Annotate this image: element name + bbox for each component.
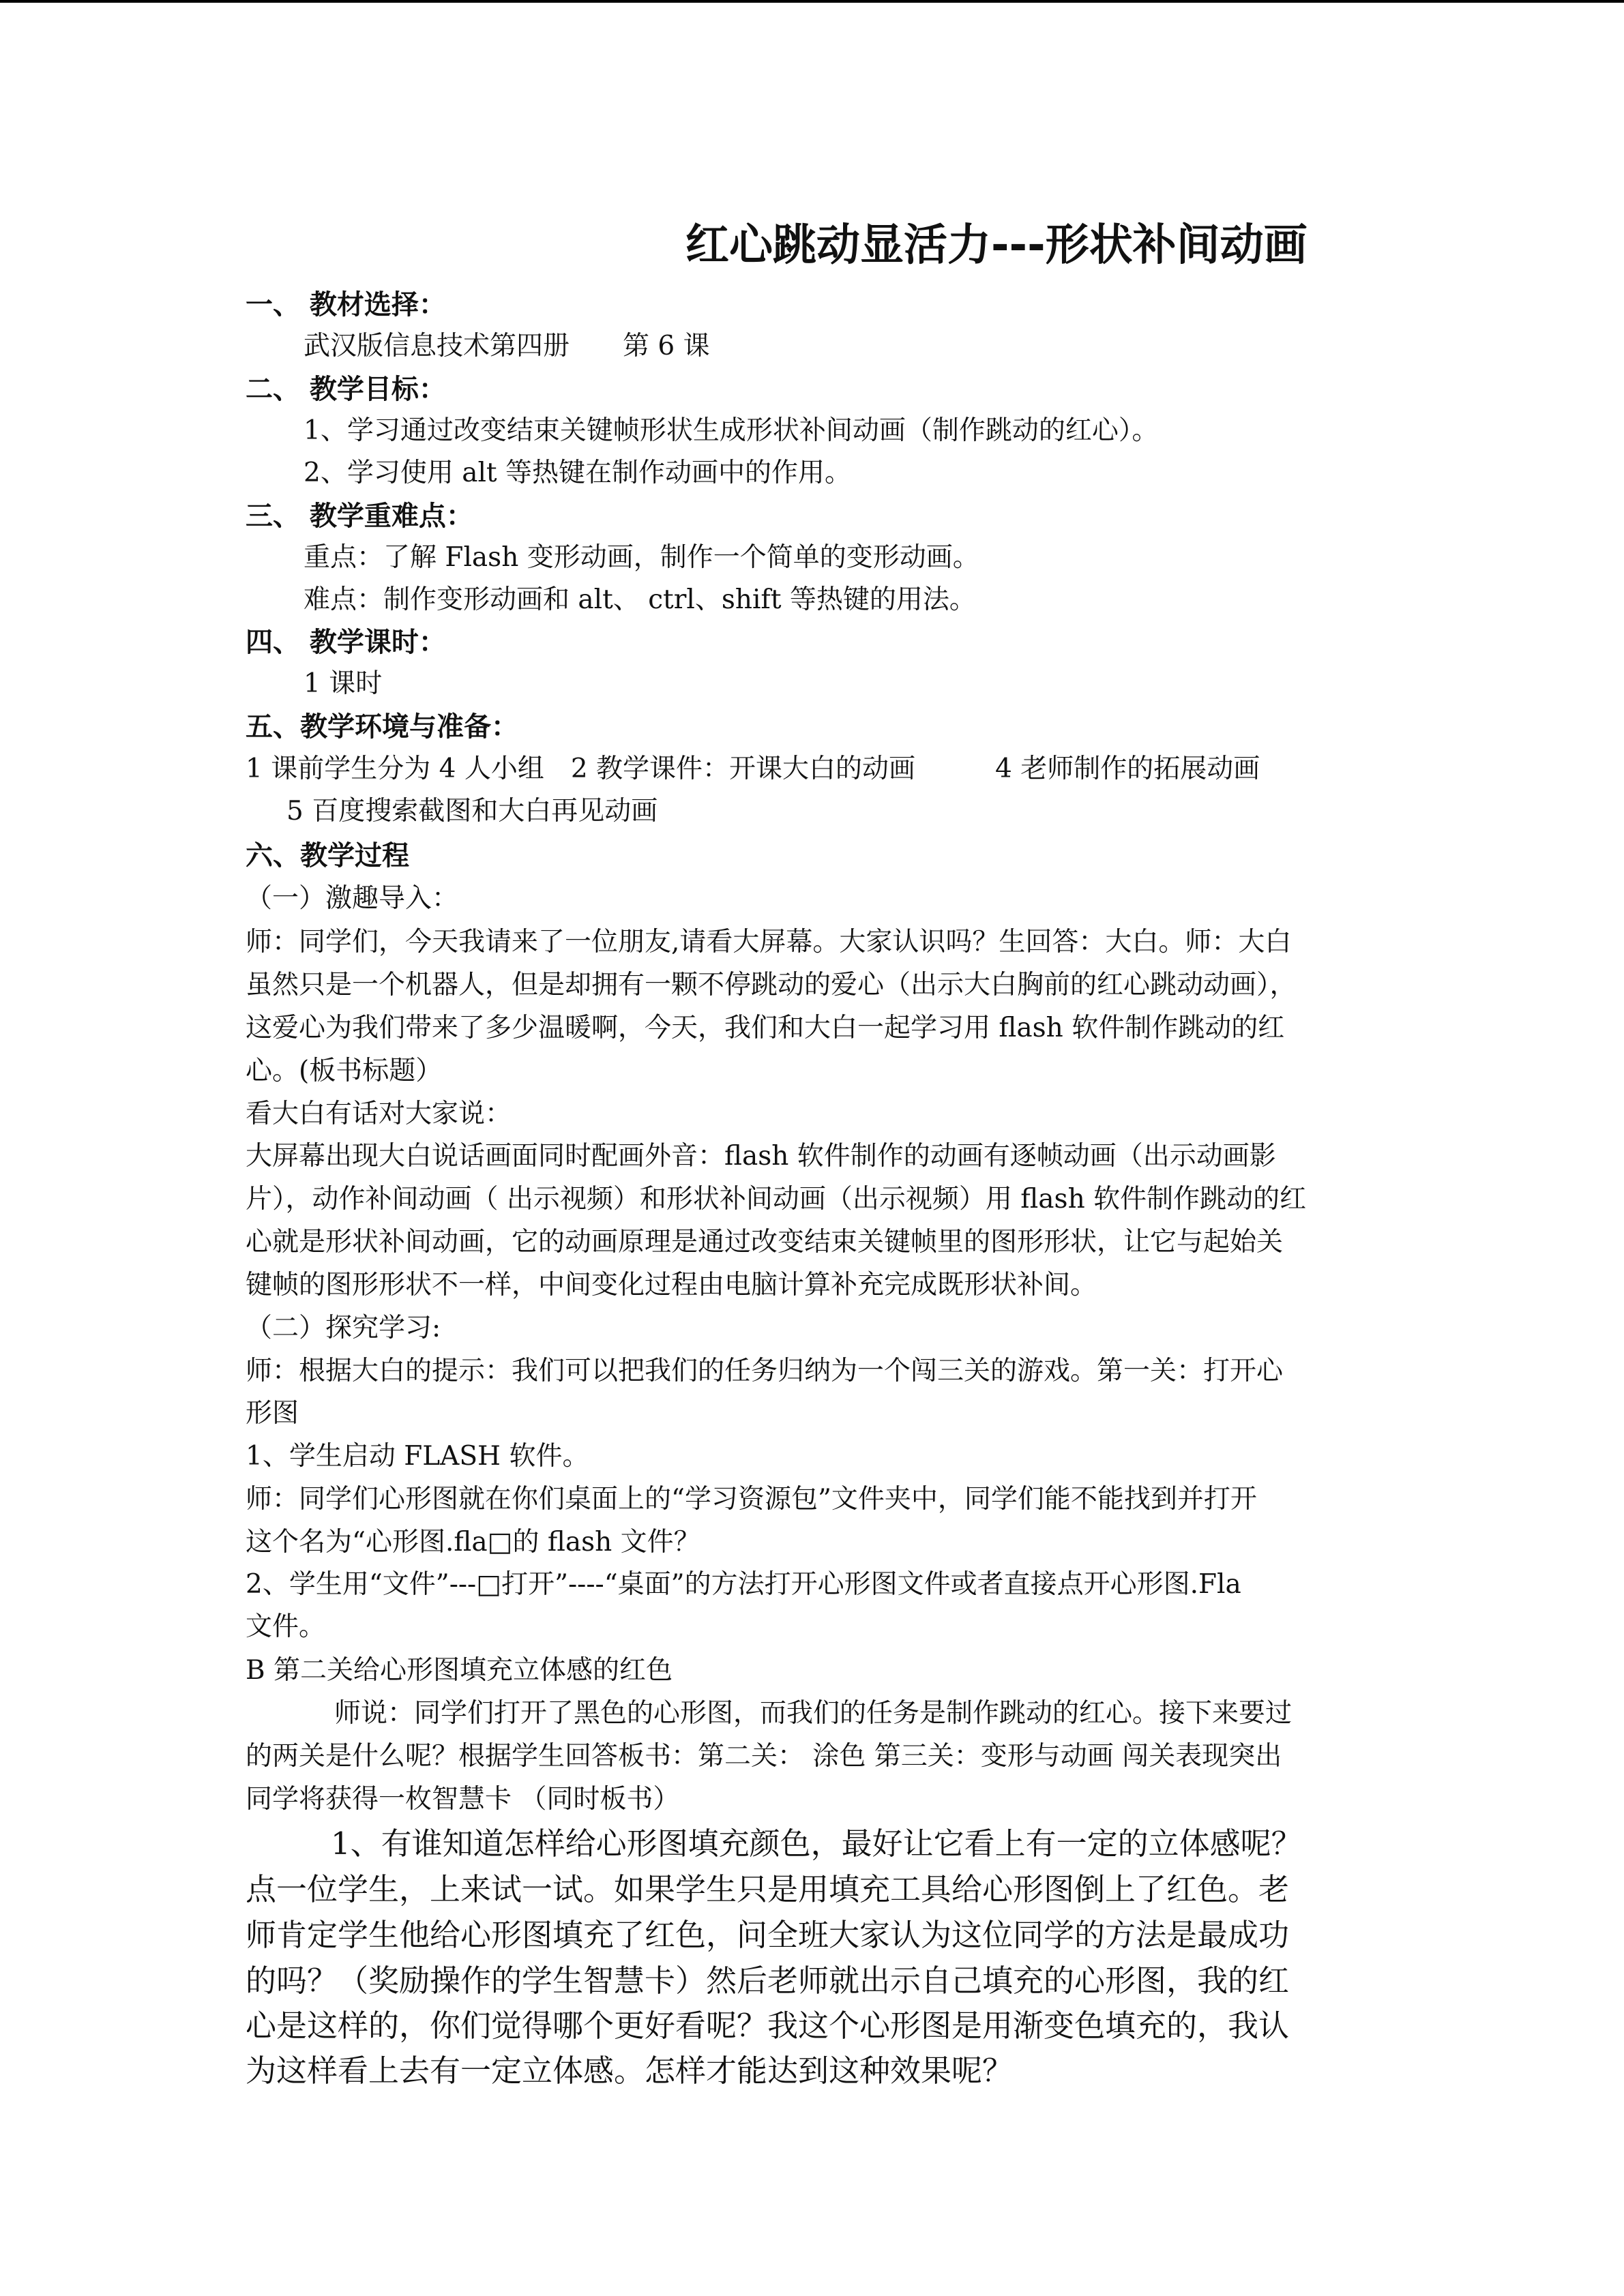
body-line: 同学将获得一枚智慧卡 （同时板书） [246, 1784, 680, 1815]
body-line-large: 点一位学生，上来试一试。如果学生只是用填充工具给心形图倒上了红色。老 [246, 1871, 1290, 1907]
body-line: 看大白有话对大家说： [246, 1099, 512, 1129]
section-heading-periods: 四、 教学课时： [246, 627, 446, 658]
periods-text: 1 课时 [304, 668, 383, 699]
section-heading-environment: 五、教学环境与准备： [246, 711, 518, 743]
environment-line-2: 5 百度搜索截图和大白再见动画 [286, 796, 658, 826]
section-heading-objectives: 二、 教学目标： [246, 374, 446, 405]
body-line: （一）激趣导入： [246, 883, 459, 914]
body-line-large: 1、有谁知道怎样给心形图填充颜色，最好让它看上有一定的立体感呢？ [331, 1825, 1302, 1862]
section-heading-process: 六、教学过程 [246, 840, 409, 871]
body-line: （二）探究学习: [246, 1313, 441, 1343]
body-line: 虽然只是一个机器人，但是却拥有一颗不停跳动的爱心（出示大白胸前的红心跳动动画）， [246, 970, 1297, 1000]
objective-item-1: 1、学习通过改变结束关键帧形状生成形状补间动画（制作跳动的红心）。 [304, 415, 1159, 446]
body-line-large: 师肯定学生他给心形图填充了红色，问全班大家认为这位同学的方法是最成功 [246, 1917, 1290, 1953]
body-line: 2、学生用“文件”---□打开”----“桌面”的方法打开心形图文件或者直接点开心形图.Fla [246, 1569, 1241, 1600]
difficult-point-text: 难点：制作变形动画和 alt、 ctrl、shift 等热键的用法。 [304, 584, 976, 615]
body-line: 1、学生启动 FLASH 软件。 [246, 1441, 589, 1472]
body-line: 大屏幕出现大白说话画面同时配画外音：flash 软件制作的动画有逐帧动画（出示动画影 [246, 1141, 1276, 1172]
body-line: 这个名为“心形图.fla□的 flash 文件？ [246, 1527, 700, 1557]
body-line: B 第二关给心形图填充立体感的红色 [246, 1655, 673, 1686]
body-line: 师：根据大白的提示：我们可以把我们的任务归纳为一个闯三关的游戏。第一关：打开心 [246, 1356, 1284, 1386]
environment-line-1: 1 课前学生分为 4 人小组 2 教学课件：开课大白的动画 4 老师制作的拓展动画 [246, 754, 1260, 784]
key-point-text: 重点：了解 Flash 变形动画，制作一个简单的变形动画。 [304, 542, 979, 573]
body-line: 心。(板书标题） [246, 1056, 443, 1086]
section-heading-materials: 一、 教材选择： [246, 289, 446, 320]
body-line: 这爱心为我们带来了多少温暖啊，今天，我们和大白一起学习用 flash 软件制作跳动的红 [246, 1013, 1285, 1043]
body-line: 师说：同学们打开了黑色的心形图，而我们的任务是制作跳动的红心。接下来要过 [334, 1698, 1293, 1729]
body-line: 片），动作补间动画（ 出示视频）和形状补间动画（出示视频）用 flash 软件制作跳动的红 [246, 1184, 1307, 1214]
body-line: 心就是形状补间动画，它的动画原理是通过改变结束关键帧里的图形形状，让它与起始关 [246, 1227, 1284, 1257]
body-line: 的两关是什么呢？根据学生回答板书：第二关： 涂色 第三关：变形与动画 闯关表现突出 [246, 1741, 1282, 1772]
document-title: 红心跳动显活力---形状补间动画 [685, 220, 1308, 271]
body-line: 师：同学们心形图就在你们桌面上的“学习资源包”文件夹中，同学们能不能找到并打开 [246, 1484, 1257, 1515]
materials-text: 武汉版信息技术第四册 第 6 课 [304, 331, 710, 361]
section-heading-key-points: 三、 教学重难点： [246, 501, 473, 532]
body-line-large: 的吗？（奖励操作的学生智慧卡）然后老师就出示自己填充的心形图，我的红 [246, 1963, 1290, 1999]
body-line-large: 心是这样的，你们觉得哪个更好看呢？我这个心形图是用渐变色填充的，我认 [246, 2008, 1290, 2044]
body-line: 键帧的图形形状不一样，中间变化过程由电脑计算补充完成既形状补间。 [246, 1270, 1097, 1300]
body-line: 文件。 [246, 1611, 326, 1642]
objective-item-2: 2、学习使用 alt 等热键在制作动画中的作用。 [304, 458, 852, 488]
body-line: 师：同学们，今天我请来了一位朋友,请看大屏幕。大家认识吗？生回答：大白。师：大白 [246, 927, 1292, 957]
body-line-large: 为这样看上去有一定立体感。怎样才能达到这种效果呢？ [246, 2053, 1014, 2089]
body-line: 形图 [246, 1398, 299, 1429]
